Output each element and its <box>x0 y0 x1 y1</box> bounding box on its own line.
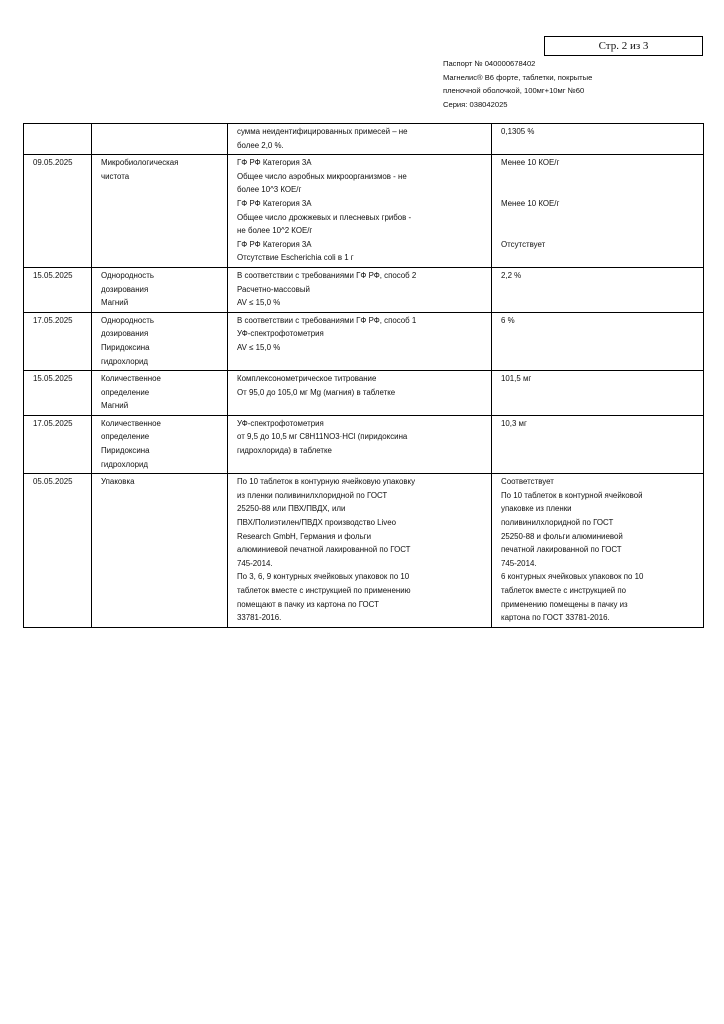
requirement-line: алюминиевой печатной лакированной по ГОСТ <box>237 545 411 555</box>
test-name-line: Пиридоксина <box>101 446 150 456</box>
requirement-line: По 3, 6, 9 контурных ячейковых упаковок по 10 <box>237 572 410 582</box>
requirement-cell <box>228 474 492 628</box>
test-date-cell: 17.05.2025 <box>24 415 92 473</box>
passport-number: Паспорт № 040000678402 <box>443 59 536 68</box>
result-cell <box>492 474 704 628</box>
test-name-line: дозирования <box>101 329 149 339</box>
result-line: 101,5 мг <box>501 374 532 384</box>
requirement-line: Комплексонометрическое титрование <box>237 374 377 384</box>
test-name-line: чистота <box>101 171 130 181</box>
test-results-table <box>23 123 704 628</box>
test-name-line: Магний <box>101 401 129 411</box>
requirement-line: из пленки поливинилхлоридной по ГОСТ <box>237 490 388 500</box>
requirement-line: От 95,0 до 105,0 мг Mg (магния) в таблетке <box>237 387 396 397</box>
result-cell <box>492 155 704 268</box>
test-name-cell <box>92 415 228 473</box>
requirement-line: таблеток вместе с инструкцией по применению <box>237 586 411 595</box>
test-name-cell <box>92 474 228 628</box>
result-line <box>501 224 699 238</box>
result-line: применению помещены в пачку из <box>501 599 628 609</box>
requirement-line: более 2,0 %. <box>237 140 284 150</box>
result-line: Менее 10 КОЕ/г <box>501 198 560 208</box>
test-name-line: дозирования <box>101 284 149 294</box>
document-header <box>443 57 713 111</box>
requirement-line: 745-2014. <box>237 558 273 568</box>
requirement-line: Общее число дрожжевых и плесневых грибов - <box>237 212 412 222</box>
test-name-line: гидрохлорид <box>101 459 149 469</box>
test-name-line: определение <box>101 387 150 397</box>
result-line: 0,1305 % <box>501 127 535 136</box>
requirement-cell <box>228 371 492 416</box>
requirement-line: более 10^3 КОЕ/г <box>237 185 302 195</box>
test-name-cell <box>92 312 228 370</box>
requirement-line: ГФ РФ Категория 3А <box>237 239 312 249</box>
result-line: Менее 10 КОЕ/г <box>501 158 560 168</box>
requirement-line: не более 10^2 КОЕ/г <box>237 226 313 236</box>
requirement-cell <box>228 312 492 370</box>
result-line: печатной лакированной по ГОСТ <box>501 545 622 555</box>
requirement-line: 25250-88 или ПВХ/ПВДХ, или <box>237 504 346 514</box>
test-name-cell <box>92 371 228 416</box>
result-line: таблеток вместе с инструкцией по <box>501 586 627 595</box>
result-cell <box>492 312 704 370</box>
test-name-line: Магний <box>101 298 129 308</box>
table-row <box>24 371 704 416</box>
test-name-line: Однородность <box>101 270 154 280</box>
result-line: картона по ГОСТ 33781-2016. <box>501 613 610 623</box>
test-name-line: определение <box>101 432 150 442</box>
result-line: 25250-88 и фольги алюминиевой <box>501 531 623 541</box>
requirement-cell <box>228 415 492 473</box>
result-line: 6 контурных ячейковых упаковок по 10 <box>501 572 644 582</box>
test-results-body <box>24 124 704 628</box>
result-cell <box>492 267 704 312</box>
test-name-cell <box>92 124 228 155</box>
requirement-cell <box>228 267 492 312</box>
product-name-line-2: пленочной оболочкой, 100мг+10мг №60 <box>443 86 585 95</box>
test-name-cell <box>92 155 228 268</box>
test-name-line: Микробиологическая <box>101 158 179 168</box>
result-line: Соответствует <box>501 477 554 487</box>
requirement-line: Расчетно-массовый <box>237 284 310 294</box>
test-name-line: гидрохлорид <box>101 356 149 366</box>
test-name-line: Однородность <box>101 315 154 325</box>
table-row <box>24 155 704 268</box>
table-row <box>24 312 704 370</box>
result-line: Отсутствует <box>501 239 546 249</box>
requirement-line: Общее число аэробных микроорганизмов - не <box>237 171 407 181</box>
table-row <box>24 474 704 628</box>
test-name-line: Количественное <box>101 374 161 384</box>
requirement-line: УФ-спектрофотометрия <box>237 418 324 428</box>
result-line <box>501 183 699 197</box>
result-line: 6 % <box>501 315 515 325</box>
page-number-box: Стр. 2 из 3 <box>544 36 703 56</box>
requirement-line: Research GmbH, Германия и фольги <box>237 531 372 541</box>
table-row <box>24 267 704 312</box>
requirement-line: Отсутствие Escherichia coli в 1 г <box>237 253 354 263</box>
requirement-line: AV ≤ 15,0 % <box>237 298 281 308</box>
result-cell <box>492 415 704 473</box>
requirement-cell <box>228 155 492 268</box>
requirement-line: В соответствии с требованиями ГФ РФ, способ 1 <box>237 315 417 325</box>
result-line: упаковке из пленки <box>501 504 572 514</box>
result-line: По 10 таблеток в контурной ячейковой <box>501 490 643 500</box>
result-line <box>501 211 699 225</box>
requirement-line: от 9,5 до 10,5 мг C8H11NO3·HCl (пиридоксина <box>237 432 408 442</box>
requirement-line: ПВХ/Полиэтилен/ПВДХ производство Liveo <box>237 518 397 528</box>
product-name-line-1: Магнелис® В6 форте, таблетки, покрытые <box>443 72 593 82</box>
test-date-cell: 15.05.2025 <box>24 267 92 312</box>
requirement-line: В соответствии с требованиями ГФ РФ, способ 2 <box>237 270 417 280</box>
result-line: поливинилхлоридной по ГОСТ <box>501 518 614 528</box>
result-line: 745-2014. <box>501 558 537 568</box>
requirement-line: AV ≤ 15,0 % <box>237 342 281 352</box>
result-line <box>501 170 699 184</box>
test-date-cell: 15.05.2025 <box>24 371 92 416</box>
requirement-line: По 10 таблеток в контурную ячейковую упаковку <box>237 477 416 487</box>
table-row <box>24 415 704 473</box>
result-cell <box>492 124 704 155</box>
test-date-cell <box>24 124 92 155</box>
requirement-line: помещают в пачку из картона по ГОСТ <box>237 599 379 609</box>
requirement-line: 33781-2016. <box>237 613 282 623</box>
requirement-cell <box>228 124 492 155</box>
requirement-line: ГФ РФ Категория 3А <box>237 158 312 168</box>
table-row <box>24 124 704 155</box>
series-number: Серия: 038042025 <box>443 99 508 109</box>
result-cell <box>492 371 704 416</box>
requirement-line: гидрохлорида) в таблетке <box>237 446 332 456</box>
test-name-cell <box>92 267 228 312</box>
test-date-cell: 05.05.2025 <box>24 474 92 628</box>
test-date-cell: 17.05.2025 <box>24 312 92 370</box>
result-line: 10,3 мг <box>501 418 527 428</box>
test-name-line: Упаковка <box>101 477 135 487</box>
requirement-line: УФ-спектрофотометрия <box>237 329 324 339</box>
test-date-cell: 09.05.2025 <box>24 155 92 268</box>
test-name-line: Пиридоксина <box>101 342 150 352</box>
test-name-line: Количественное <box>101 418 161 428</box>
result-line: 2,2 % <box>501 270 522 280</box>
requirement-line: сумма неидентифицированных примесей – не <box>237 127 408 136</box>
requirement-line: ГФ РФ Категория 3А <box>237 198 312 208</box>
